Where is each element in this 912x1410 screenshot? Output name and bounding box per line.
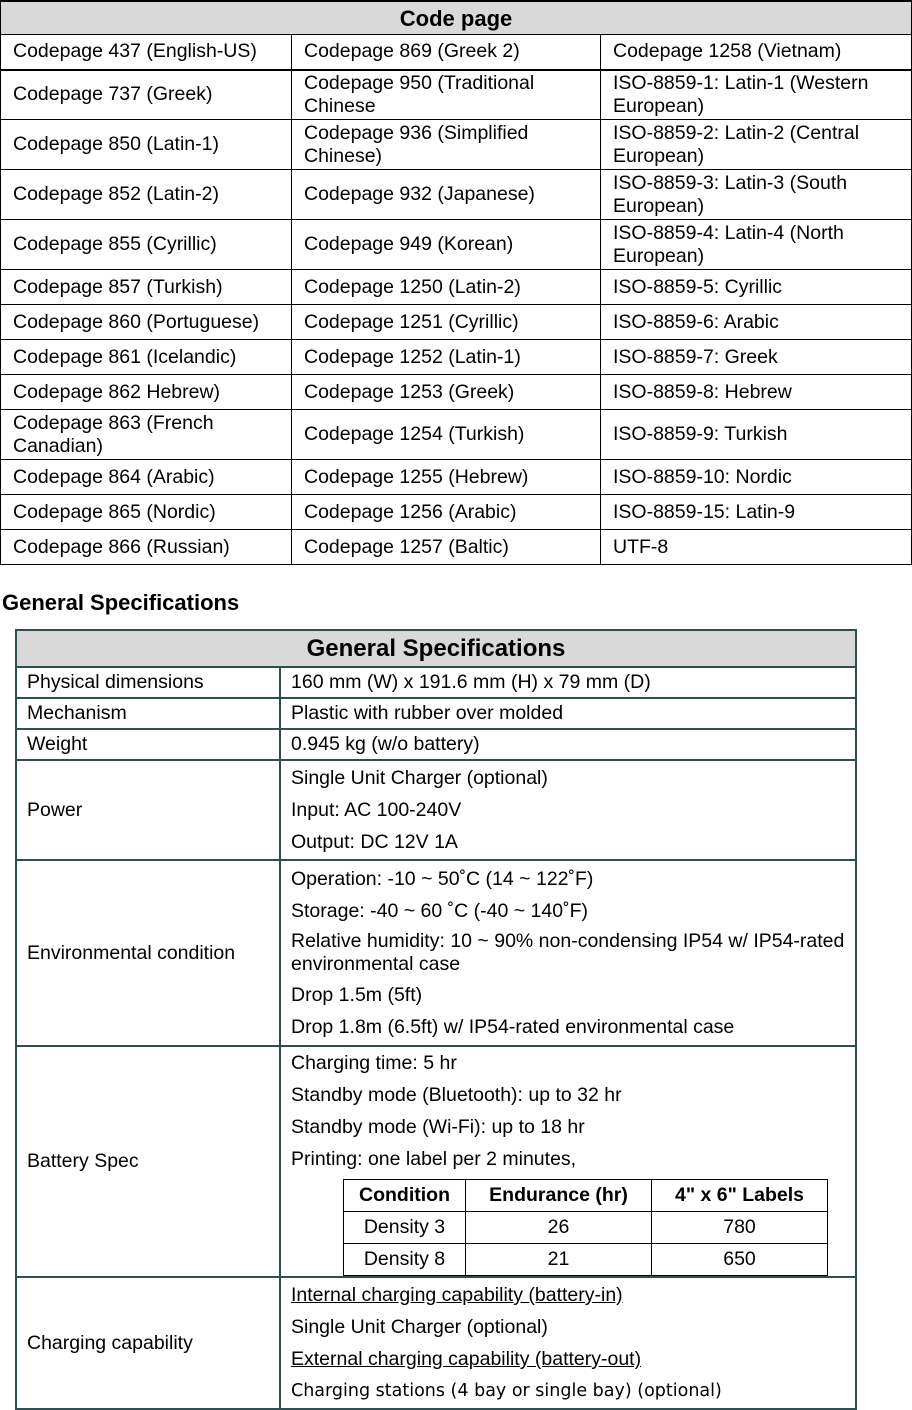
column-header: Condition xyxy=(344,1180,466,1212)
spec-line: Single Unit Charger (optional) xyxy=(291,1316,548,1338)
spec-line: Relative humidity: 10 ~ 90% non-condensing IP54 w/ IP54-rated environmental case xyxy=(291,930,845,975)
table-cell: 650 xyxy=(652,1244,828,1276)
table-cell: Codepage 862 Hebrew) xyxy=(1,375,292,410)
table-cell: 21 xyxy=(466,1244,652,1276)
spec-line: Input: AC 100-240V xyxy=(291,799,462,821)
spec-line: Output: DC 12V 1A xyxy=(291,831,458,853)
spec-value xyxy=(280,1277,856,1409)
general-spec-table xyxy=(15,629,857,1410)
endurance-table xyxy=(343,1179,828,1276)
table-row xyxy=(1,495,912,530)
spec-value xyxy=(280,760,856,860)
table-row xyxy=(344,1244,828,1276)
table-cell: ISO-8859-1: Latin-1 (Western European) xyxy=(601,70,912,120)
spec-line: Operation: -10 ~ 50˚C (14 ~ 122˚F) xyxy=(291,868,594,890)
table-cell: Codepage 855 (Cyrillic) xyxy=(1,220,292,270)
table-cell: Codepage 949 (Korean) xyxy=(292,220,601,270)
table-row xyxy=(1,375,912,410)
general-spec-table-title: General Specifications xyxy=(16,630,856,667)
table-cell: Codepage 1250 (Latin-2) xyxy=(292,270,601,305)
spec-line: Standby mode (Bluetooth): up to 32 hr xyxy=(291,1084,622,1106)
spec-value: 0.945 kg (w/o battery) xyxy=(280,729,856,760)
table-cell: Codepage 1254 (Turkish) xyxy=(292,410,601,460)
spec-label: Charging capability xyxy=(16,1277,280,1409)
table-cell: Codepage 861 (Icelandic) xyxy=(1,340,292,375)
spec-line: Storage: -40 ~ 60 ˚C (-40 ~ 140˚F) xyxy=(291,900,588,922)
table-cell: Codepage 1255 (Hebrew) xyxy=(292,460,601,495)
table-cell: Codepage 866 (Russian) xyxy=(1,530,292,565)
table-cell: ISO-8859-10: Nordic xyxy=(601,460,912,495)
table-cell: Codepage 936 (Simplified Chinese) xyxy=(292,120,601,170)
table-cell: Codepage 1256 (Arabic) xyxy=(292,495,601,530)
table-row xyxy=(16,1046,856,1277)
table-cell: Codepage 437 (English-US) xyxy=(1,35,292,70)
table-cell: Codepage 1251 (Cyrillic) xyxy=(292,305,601,340)
table-cell: Codepage 737 (Greek) xyxy=(1,70,292,120)
table-row xyxy=(16,698,856,729)
table-cell: ISO-8859-5: Cyrillic xyxy=(601,270,912,305)
table-cell: ISO-8859-6: Arabic xyxy=(601,305,912,340)
table-cell: ISO-8859-4: Latin-4 (North European) xyxy=(601,220,912,270)
table-cell: ISO-8859-2: Latin-2 (Central European) xyxy=(601,120,912,170)
table-row xyxy=(1,530,912,565)
spec-value xyxy=(280,1046,856,1277)
spec-line: Standby mode (Wi-Fi): up to 18 hr xyxy=(291,1116,585,1138)
table-cell: Density 8 xyxy=(344,1244,466,1276)
spec-label: Mechanism xyxy=(16,698,280,729)
table-header-row xyxy=(344,1180,828,1212)
table-row xyxy=(16,760,856,860)
section-heading: General Specifications xyxy=(2,590,240,615)
spec-line: Charging stations (4 bay or single bay) (optional) xyxy=(291,1381,722,1401)
table-row xyxy=(16,860,856,1046)
spec-line: Drop 1.5m (5ft) xyxy=(291,984,423,1006)
spec-line: Drop 1.8m (6.5ft) w/ IP54-rated environmental case xyxy=(291,1016,735,1038)
table-cell: Codepage 863 (French Canadian) xyxy=(1,410,292,460)
table-row xyxy=(344,1212,828,1244)
table-row xyxy=(1,270,912,305)
table-row xyxy=(1,410,912,460)
column-header: 4" x 6" Labels xyxy=(652,1180,828,1212)
spec-line: External charging capability (battery-out) xyxy=(291,1348,642,1370)
table-cell: Codepage 1258 (Vietnam) xyxy=(601,35,912,70)
spec-label: Environmental condition xyxy=(16,860,280,1046)
table-cell: Codepage 850 (Latin-1) xyxy=(1,120,292,170)
spec-label: Power xyxy=(16,760,280,860)
table-cell: 780 xyxy=(652,1212,828,1244)
table-row xyxy=(16,1277,856,1409)
table-cell: Codepage 1257 (Baltic) xyxy=(292,530,601,565)
table-cell: Codepage 857 (Turkish) xyxy=(1,270,292,305)
table-row xyxy=(1,340,912,375)
spec-value: 160 mm (W) x 191.6 mm (H) x 79 mm (D) xyxy=(280,667,856,698)
table-cell: UTF-8 xyxy=(601,530,912,565)
table-cell: ISO-8859-3: Latin-3 (South European) xyxy=(601,170,912,220)
spec-label: Weight xyxy=(16,729,280,760)
codepage-table-title: Code page xyxy=(1,1,912,35)
spec-label: Physical dimensions xyxy=(16,667,280,698)
table-row xyxy=(16,667,856,698)
table-cell: ISO-8859-15: Latin-9 xyxy=(601,495,912,530)
table-cell: ISO-8859-8: Hebrew xyxy=(601,375,912,410)
table-cell: Density 3 xyxy=(344,1212,466,1244)
table-cell: Codepage 950 (Traditional Chinese xyxy=(292,70,601,120)
column-header: Endurance (hr) xyxy=(466,1180,652,1212)
table-cell: Codepage 1253 (Greek) xyxy=(292,375,601,410)
spec-label: Battery Spec xyxy=(16,1046,280,1277)
table-row xyxy=(1,70,912,120)
spec-line: Internal charging capability (battery-in) xyxy=(291,1284,623,1306)
table-cell: Codepage 864 (Arabic) xyxy=(1,460,292,495)
table-cell: Codepage 865 (Nordic) xyxy=(1,495,292,530)
table-cell: Codepage 860 (Portuguese) xyxy=(1,305,292,340)
spec-line: Charging time: 5 hr xyxy=(291,1052,457,1074)
table-cell: ISO-8859-7: Greek xyxy=(601,340,912,375)
table-row xyxy=(1,120,912,170)
table-cell: 26 xyxy=(466,1212,652,1244)
table-row xyxy=(1,170,912,220)
table-cell: Codepage 1252 (Latin-1) xyxy=(292,340,601,375)
table-row xyxy=(16,729,856,760)
table-row xyxy=(1,460,912,495)
table-row xyxy=(1,35,912,70)
table-cell: Codepage 932 (Japanese) xyxy=(292,170,601,220)
spec-line: Single Unit Charger (optional) xyxy=(291,767,548,789)
codepage-table xyxy=(0,0,912,565)
table-cell: ISO-8859-9: Turkish xyxy=(601,410,912,460)
table-cell: Codepage 852 (Latin-2) xyxy=(1,170,292,220)
spec-value: Plastic with rubber over molded xyxy=(280,698,856,729)
table-cell: Codepage 869 (Greek 2) xyxy=(292,35,601,70)
table-row xyxy=(1,220,912,270)
spec-line: Printing: one label per 2 minutes, xyxy=(291,1148,577,1170)
table-row xyxy=(1,305,912,340)
spec-value xyxy=(280,860,856,1046)
